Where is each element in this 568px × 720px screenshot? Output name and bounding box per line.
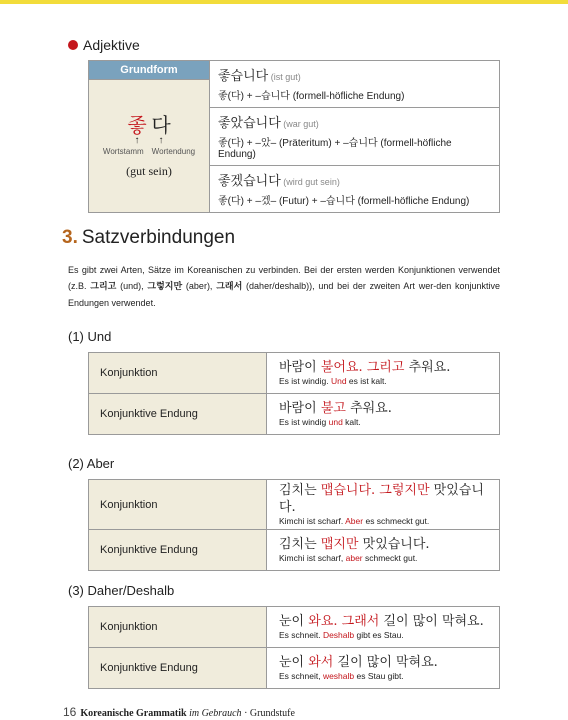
table-row: Konjunktive Endung 바람이 불고 추워요. Es ist windig und kalt. <box>89 394 500 435</box>
section-number: 3. <box>62 227 78 248</box>
stem-char: 좋 <box>127 112 147 137</box>
und-table <box>88 352 500 435</box>
grundform-body <box>89 80 210 213</box>
book-title: Koreanische Grammatik <box>80 708 187 719</box>
up-arrow-icon: ↑ <box>134 134 140 146</box>
page-footer: 16 Koreanische Grammatik im Gebrauch · Grundstufe <box>63 705 295 719</box>
grundform-chars <box>89 114 209 136</box>
stem-labels: Wortstamm Wortendung <box>102 146 196 156</box>
section-paragraph: Es gibt zwei Arten, Sätze im Koreanischen zu verbinden. Bei der ersten werden Konjunktionen verwendet (z.B. 그리고 (und), 그렇지만 (aber), 그래서 (daher/deshalb)), und bei der zweiten Art wer-den konjunktive Endungen verwendet. <box>68 265 500 308</box>
adj-row-2: 좋았습니다 (war gut) 좋(다) + –았– (Präteritum) + –습니다 (formell-höfliche Endung) <box>210 108 500 166</box>
page-number: 16 <box>63 705 77 719</box>
arrow-icons <box>89 136 209 146</box>
adj-row-1: 좋습니다 (ist gut) 좋(다) + –습니다 (formell-höfliche Endung) <box>210 61 500 108</box>
grundform-meaning: (gut sein) <box>126 163 172 178</box>
group-heading-daher: (3) Daher/Deshalb <box>68 583 175 598</box>
table-row: Konjunktive Endung 김치는 맵지만 맛있습니다. Kimchi ist scharf, aber schmeckt gut. <box>89 530 500 571</box>
table-row: Konjunktive Endung 눈이 와서 길이 많이 막혀요. Es schneit, weshalb es Stau gibt. <box>89 648 500 689</box>
section-title-text: Satzverbindungen <box>81 227 236 248</box>
table-row: Konjunktion 바람이 불어요. 그리고 추워요. Es ist windig. Und es ist kalt. <box>89 353 500 394</box>
grundform-header: Grundform <box>89 61 210 80</box>
section-title <box>62 227 235 249</box>
daher-table <box>88 606 500 689</box>
aber-table <box>88 479 500 571</box>
table-row: Konjunktion 김치는 맵습니다. 그렇지만 맛있습니다. Kimchi ist scharf. Aber es schmeckt gut. <box>89 480 500 530</box>
adjektive-heading-text: Adjektive <box>83 37 140 53</box>
up-arrow-icon: ↑ <box>158 134 164 146</box>
adjektive-heading <box>68 37 140 53</box>
adj-row-3: 좋겠습니다 (wird gut sein) 좋(다) + –겠– (Futur) + –습니다 (formell-höfliche Endung) <box>210 166 500 213</box>
adjektive-table <box>88 60 500 213</box>
red-bullet-icon <box>68 40 78 50</box>
top-accent-bar <box>0 0 568 4</box>
group-heading-aber: (2) Aber <box>68 456 115 471</box>
table-row: Konjunktion 눈이 와요. 그래서 길이 많이 막혀요. Es schneit. Deshalb gibt es Stau. <box>89 607 500 648</box>
ending-char: 다 <box>151 112 171 137</box>
group-heading-und: (1) Und <box>68 329 112 344</box>
